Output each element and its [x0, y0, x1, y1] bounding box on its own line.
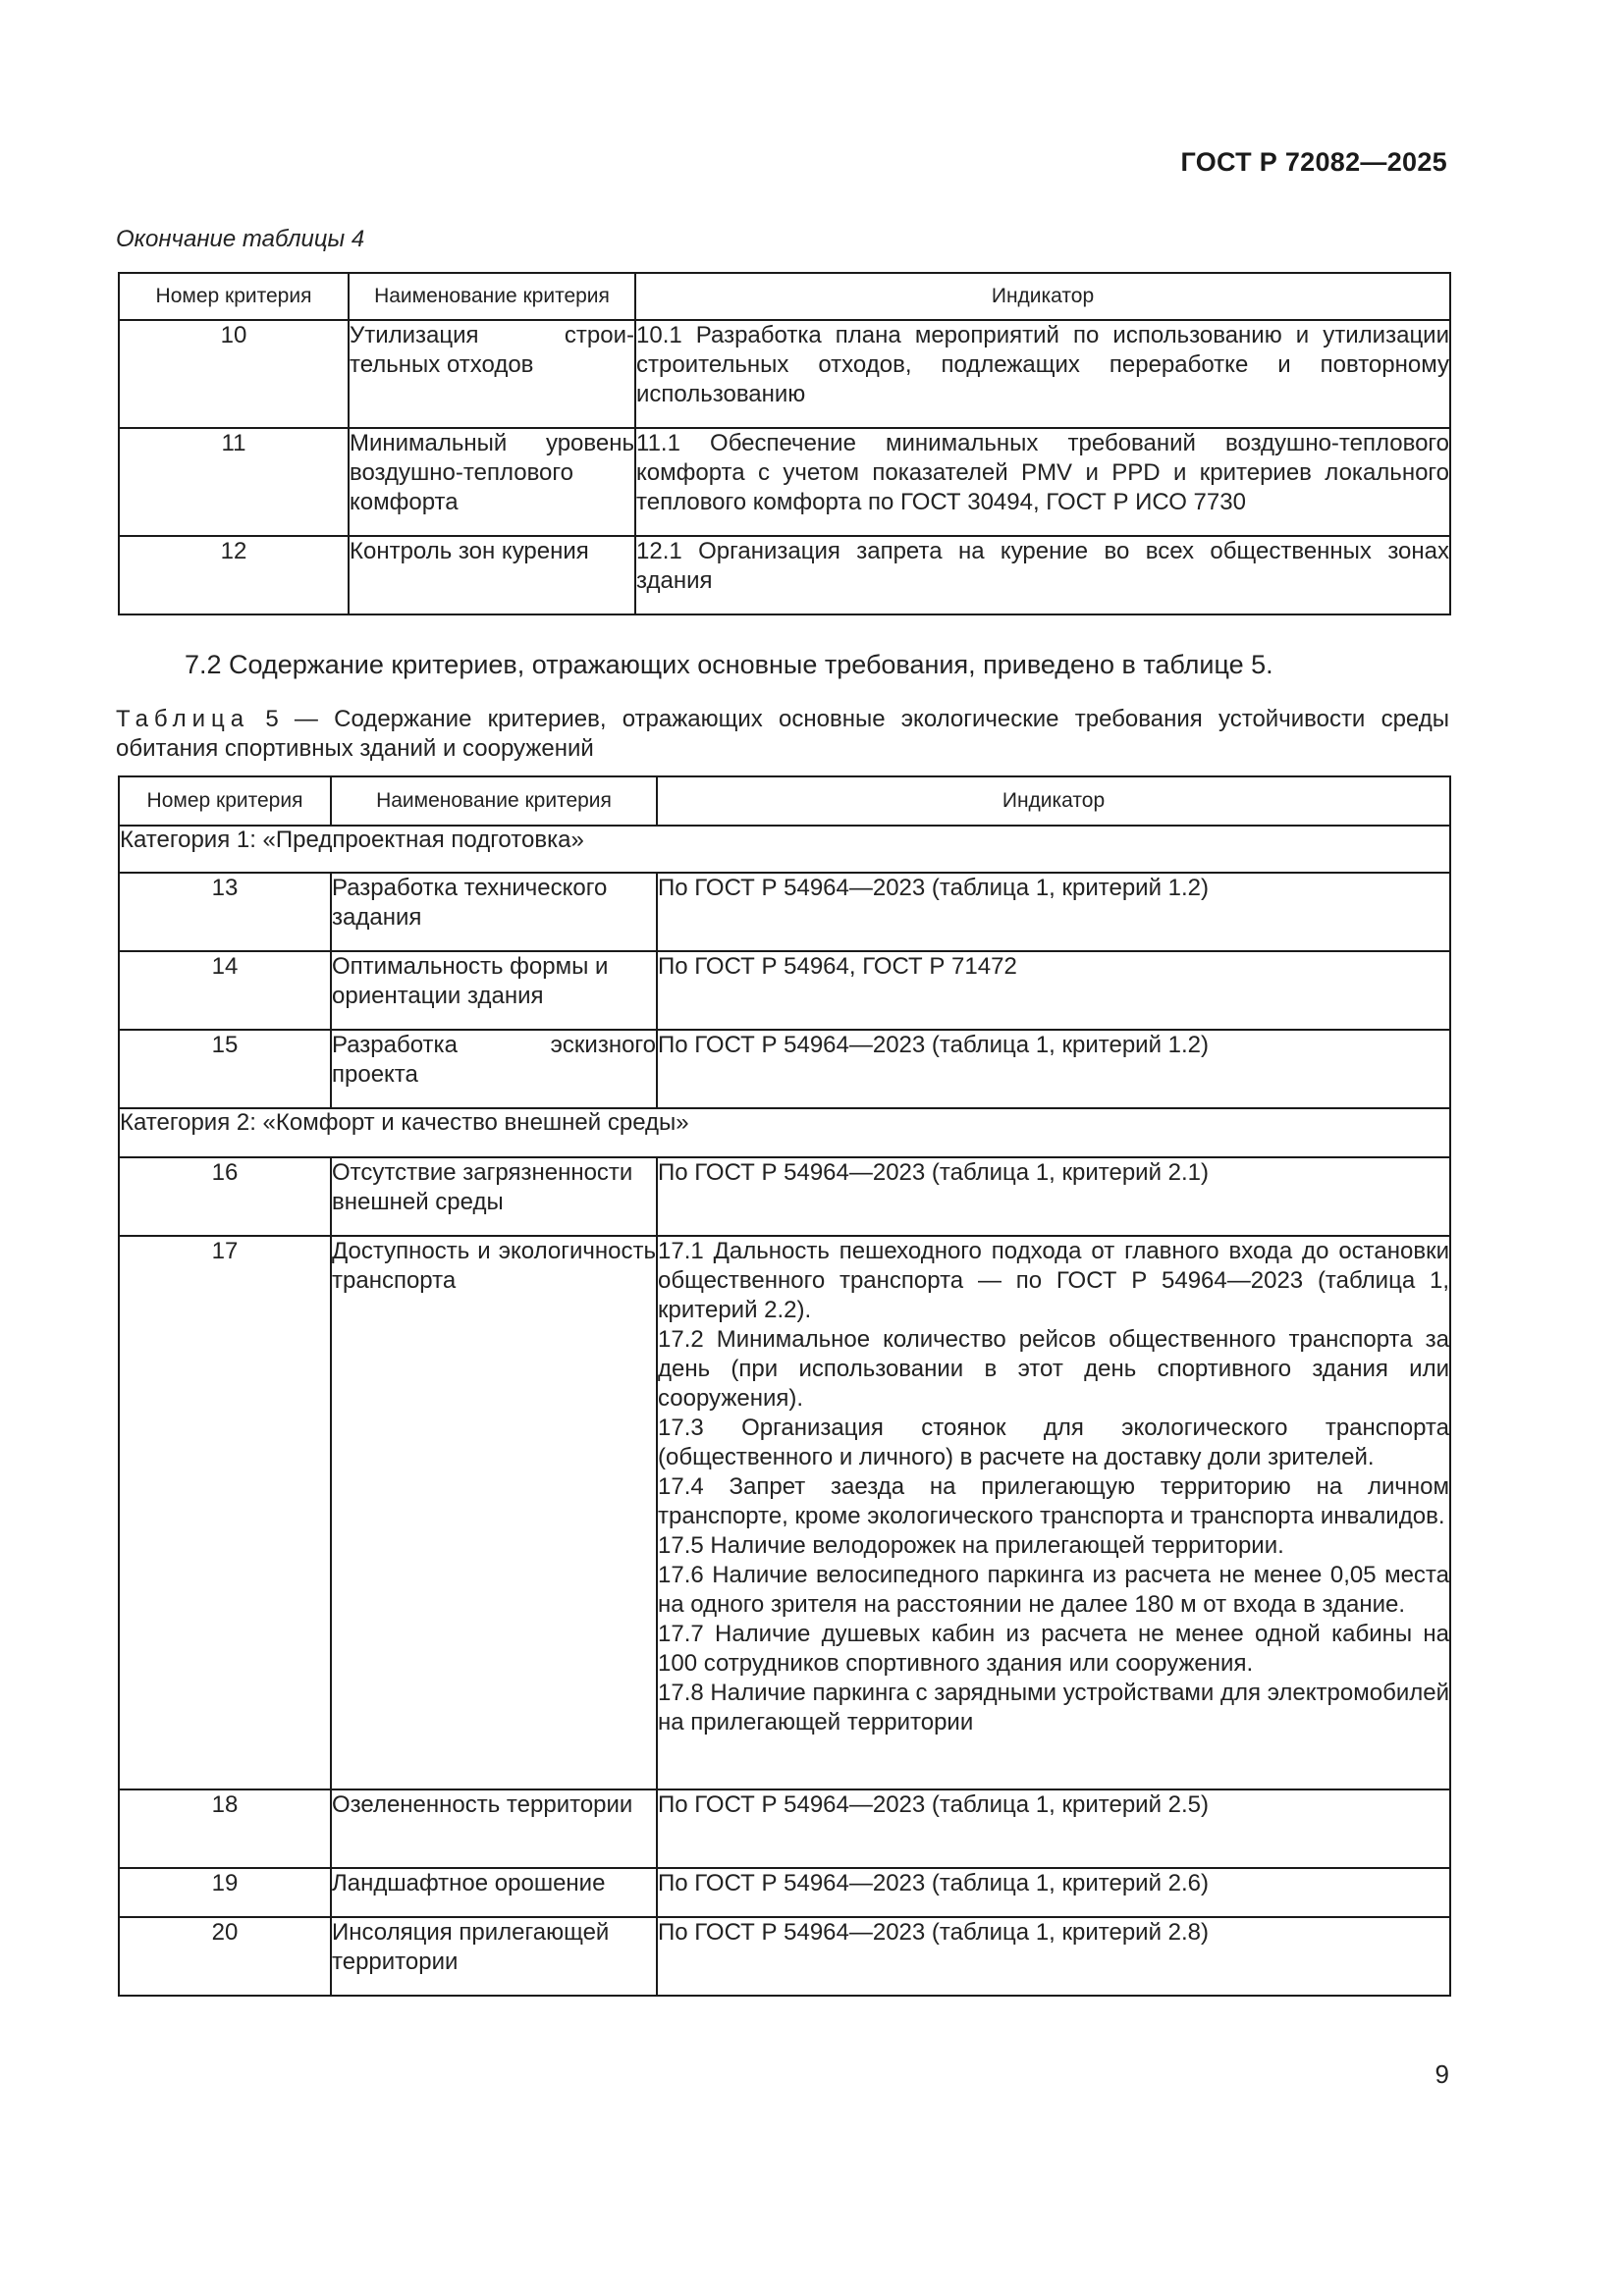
indicator-item: 17.1 Дальность пешеходного подхода от главного входа до остановки общественного транспорта — по ГОСТ Р 54964—2023 (таблица 1, критерий 2.2).: [658, 1238, 1449, 1323]
table-row: [119, 1868, 1450, 1917]
criterion-indicator: По ГОСТ Р 54964—2023 (таблица 1, критерий 1.2): [657, 873, 1450, 951]
criterion-number: 17: [119, 1236, 331, 1789]
table-row: [119, 428, 1450, 536]
category-row: [119, 826, 1450, 873]
criterion-name: Озелененность территории: [331, 1789, 657, 1868]
criterion-indicator: 12.1 Организация запрета на курение во всех общественных зонах здания: [635, 536, 1450, 614]
criterion-number: 11: [119, 428, 349, 536]
criterion-name: Отсутствие загрязненности внешней среды: [331, 1157, 657, 1236]
criterion-name: Инсоляция прилегающей территории: [331, 1917, 657, 1996]
column-header-number: Номер критерия: [119, 273, 349, 320]
criterion-indicator: По ГОСТ Р 54964—2023 (таблица 1, критерий 2.8): [657, 1917, 1450, 1996]
criterion-name: Утилизация строительных отходов: [349, 320, 635, 428]
table-row: [119, 1789, 1450, 1868]
column-header-name: Наименование критерия: [349, 273, 635, 320]
table-5-caption: [116, 705, 1449, 764]
indicator-item: 17.6 Наличие велосипедного паркинга из расчета не менее 0,05 места на одного зрителя на расстоянии не далее 180 м от входа в здание.: [658, 1562, 1449, 1618]
criterion-number: 18: [119, 1789, 331, 1868]
criterion-number: 12: [119, 536, 349, 614]
criterion-number: 10: [119, 320, 349, 428]
indicator-item: 17.5 Наличие велодорожек на прилегающей территории.: [658, 1532, 1284, 1559]
column-header-number: Номер критерия: [119, 776, 331, 826]
criterion-indicator: По ГОСТ Р 54964—2023 (таблица 1, критерий 2.6): [657, 1868, 1450, 1917]
criterion-number: 13: [119, 873, 331, 951]
indicator-item: 17.3 Организация стоянок для экологического транспорта (общественного и личного) в расчете на доставку доли зрителей.: [658, 1415, 1449, 1470]
table-row: [119, 1236, 1450, 1789]
criterion-indicator-list: [657, 1236, 1450, 1789]
category-2-label: Категория 2: «Комфорт и качество внешней среды»: [119, 1108, 1450, 1157]
category-1-label: Категория 1: «Предпроектная подготовка»: [119, 826, 1450, 873]
criterion-name: Оптимальность формы и ориентации здания: [331, 951, 657, 1030]
criterion-indicator: По ГОСТ Р 54964—2023 (таблица 1, критерий 2.5): [657, 1789, 1450, 1868]
criterion-number: 14: [119, 951, 331, 1030]
criterion-name: Ландшафтное орошение: [331, 1868, 657, 1917]
table-row: [119, 1917, 1450, 1996]
indicator-item: 17.7 Наличие душевых кабин из расчета не менее одной кабины на 100 сотрудников спортивного здания или сооружения.: [658, 1621, 1449, 1677]
document-code: ГОСТ Р 72082—2025: [1180, 147, 1447, 177]
criterion-number: 20: [119, 1917, 331, 1996]
table-continuation-caption: Окончание таблицы 4: [116, 226, 365, 252]
criterion-number: 16: [119, 1157, 331, 1236]
criterion-number: 15: [119, 1030, 331, 1108]
criterion-name: Контроль зон курения: [349, 536, 635, 614]
column-header-indicator: Индикатор: [657, 776, 1450, 826]
column-header-name: Наименование критерия: [331, 776, 657, 826]
criterion-number: 19: [119, 1868, 331, 1917]
table-row: [119, 1157, 1450, 1236]
criterion-indicator: 10.1 Разработка плана мероприятий по использованию и утилизации строительных отходов, подлежащих переработке и повторному использованию: [635, 320, 1450, 428]
criterion-indicator: 11.1 Обеспечение минимальных требований воздушно-теплового комфорта с учетом показателей PMV и PPD и критериев локального теплового комфорта по ГОСТ 30494, ГОСТ Р ИСО 7730: [635, 428, 1450, 536]
criterion-indicator: По ГОСТ Р 54964, ГОСТ Р 71472: [657, 951, 1450, 1030]
criterion-indicator: По ГОСТ Р 54964—2023 (таблица 1, критерий 1.2): [657, 1030, 1450, 1108]
table-row: [119, 320, 1450, 428]
category-row: [119, 1108, 1450, 1157]
criterion-name: Минимальный уровень воздушно-теплового комфорта: [349, 428, 635, 536]
table-header-row: [119, 776, 1450, 826]
table-header-row: [119, 273, 1450, 320]
criterion-name: Разработка технического задания: [331, 873, 657, 951]
indicator-item: 17.4 Запрет заезда на прилегающую территорию на личном транспорте, кроме экологического транспорта и транспорта инвалидов.: [658, 1473, 1449, 1529]
table-4: [118, 272, 1451, 615]
table-title: 5 — Содержание критериев, отражающих основные экологические требования устойчивости среды обитания спортивных зданий и сооружений: [116, 706, 1449, 762]
table-row: [119, 873, 1450, 951]
table-5: [118, 775, 1451, 1997]
table-row: [119, 951, 1450, 1030]
criterion-indicator: По ГОСТ Р 54964—2023 (таблица 1, критерий 2.1): [657, 1157, 1450, 1236]
indicator-item: 17.8 Наличие паркинга с зарядными устройствами для электромобилей на прилегающей территории: [658, 1680, 1449, 1735]
table-row: [119, 1030, 1450, 1108]
paragraph-7-2: 7.2 Содержание критериев, отражающих основные требования, приведено в таблице 5.: [185, 650, 1273, 679]
criterion-name: Доступность и экологичность транспорта: [331, 1236, 657, 1789]
column-header-indicator: Индикатор: [635, 273, 1450, 320]
table-label: Таблица: [116, 706, 250, 732]
page-number: 9: [1435, 2059, 1449, 2089]
criterion-name: Разработка эскизного проекта: [331, 1030, 657, 1108]
table-row: [119, 536, 1450, 614]
indicator-item: 17.2 Минимальное количество рейсов общественного транспорта за день (при использовании в этот день спортивного здания или сооружения).: [658, 1326, 1449, 1412]
